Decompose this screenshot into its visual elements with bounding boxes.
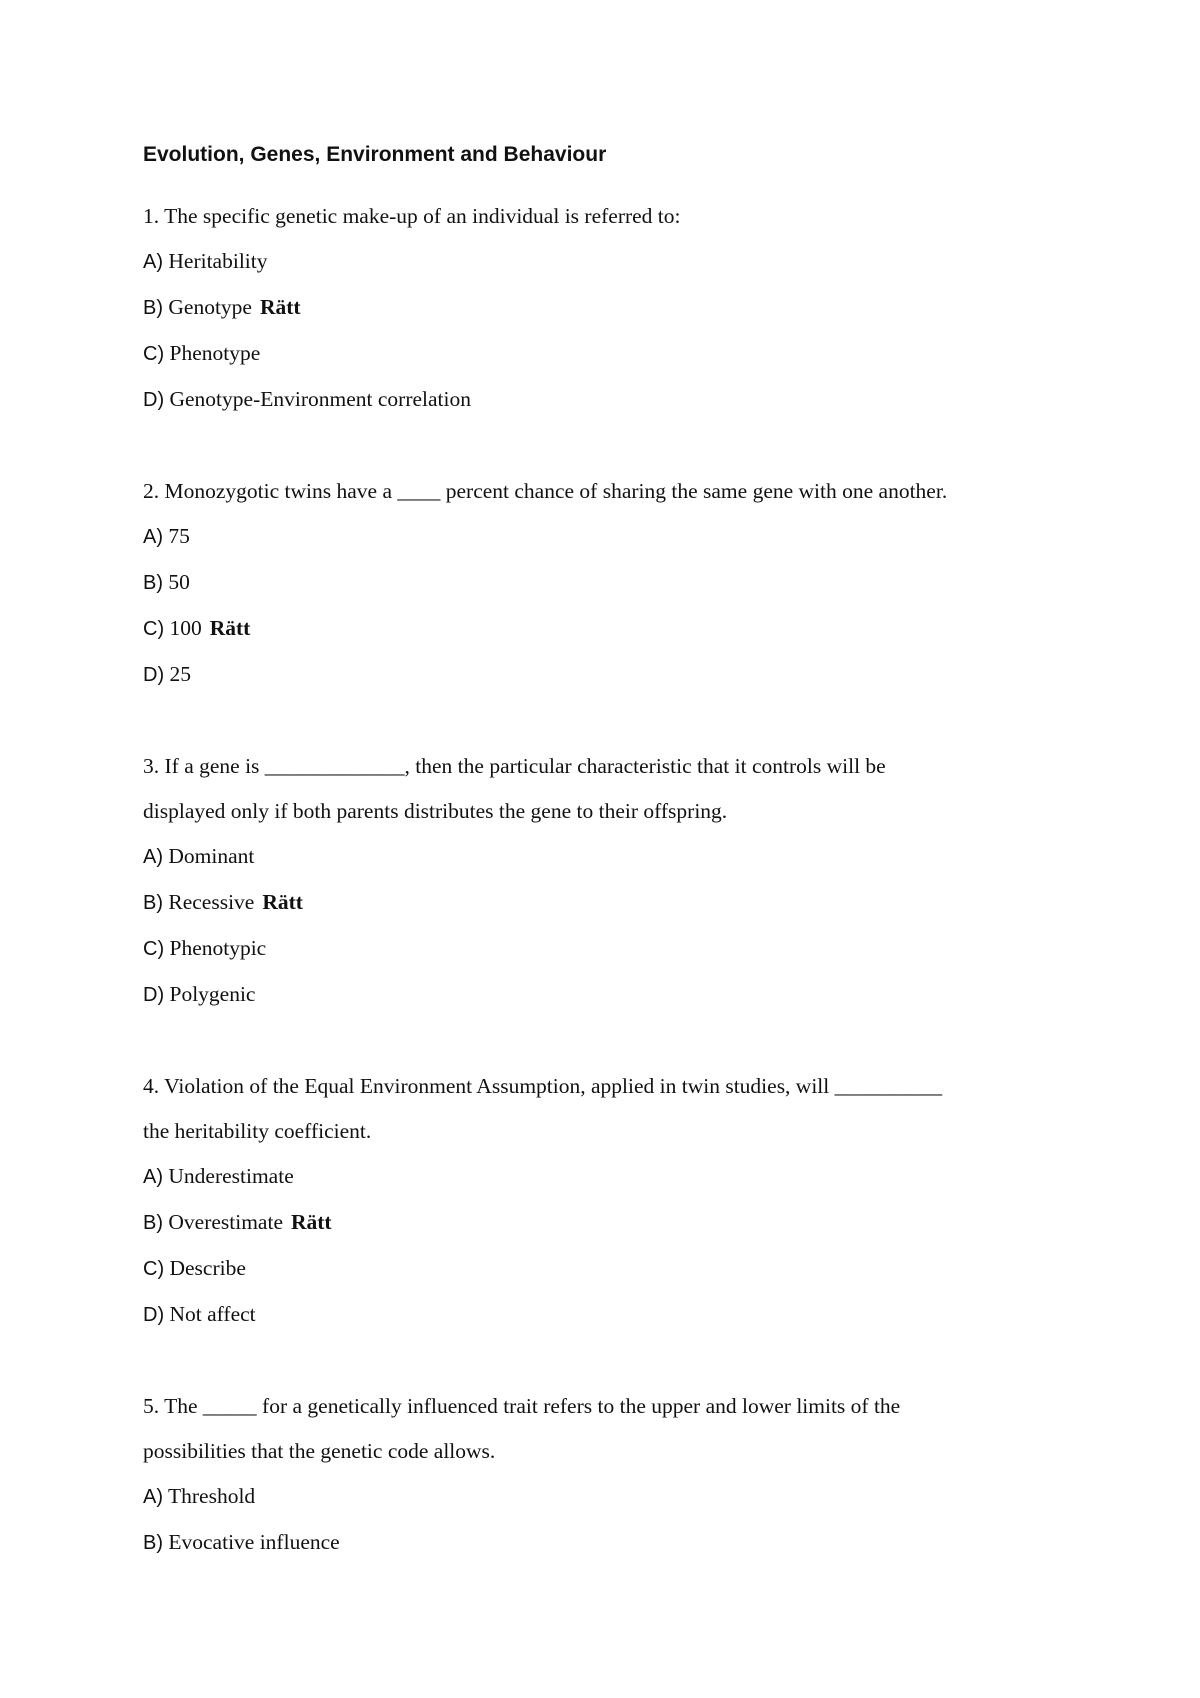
answer-option [143,1474,1063,1520]
option-text: Describe [169,1256,246,1280]
option-letter: D) [143,984,165,1006]
option-text: Not affect [169,1302,256,1326]
option-letter: A) [143,251,163,273]
question-2 [143,469,1063,698]
answer-option [143,926,1063,972]
option-letter: C) [143,618,165,640]
option-text: Dominant [168,844,255,868]
option-letter: A) [143,1166,163,1188]
question-text: the heritability coefficient. [143,1119,372,1143]
option-letter: A) [143,846,163,868]
option-text: Threshold [168,1484,256,1508]
option-letter: A) [143,1486,163,1508]
answer-option [143,1246,1063,1292]
option-text: Polygenic [169,982,256,1006]
option-letter: B) [143,572,163,594]
answer-option [143,652,1063,698]
option-text: Underestimate [168,1164,294,1188]
answer-option [143,239,1063,285]
question-text: 1. The specific genetic make-up of an individual is referred to: [143,204,681,228]
option-text: Heritability [168,249,268,273]
correct-answer-mark: Rätt [262,890,303,914]
option-text: 75 [168,524,190,548]
option-text: 50 [168,570,190,594]
answer-option [143,377,1063,423]
answer-option [143,514,1063,560]
answer-option [143,285,1063,331]
option-letter: D) [143,389,165,411]
option-text: 100 [169,616,202,640]
question-text: 3. If a gene is _____________, then the particular characteristic that it controls will be [143,754,886,778]
answer-option [143,834,1063,880]
document-title: Evolution, Genes, Environment and Behaviour [143,143,607,166]
question-text: 4. Violation of the Equal Environment Assumption, applied in twin studies, will __________ [143,1074,943,1098]
question-text: displayed only if both parents distributes the gene to their offspring. [143,799,728,823]
option-letter: B) [143,297,163,319]
option-letter: B) [143,892,163,914]
option-letter: C) [143,343,165,365]
correct-answer-mark: Rätt [291,1210,332,1234]
question-1 [143,194,1063,423]
option-letter: A) [143,526,163,548]
option-letter: C) [143,938,165,960]
option-text: 25 [169,662,191,686]
answer-option [143,1200,1063,1246]
answer-option [143,606,1063,652]
question-5 [143,1384,1063,1566]
document-page [143,140,1063,1612]
answer-option [143,880,1063,926]
answer-option [143,560,1063,606]
question-text: 2. Monozygotic twins have a ____ percent chance of sharing the same gene with one another. [143,479,948,503]
correct-answer-mark: Rätt [209,616,251,640]
option-text: Genotype-Environment correlation [169,387,471,411]
correct-answer-mark: Rätt [259,295,301,319]
question-text: possibilities that the genetic code allows. [143,1439,496,1463]
answer-option [143,972,1063,1018]
option-letter: B) [143,1212,163,1234]
option-text: Overestimate [168,1210,283,1234]
question-4 [143,1064,1063,1338]
option-letter: D) [143,1304,165,1326]
option-text: Evocative influence [168,1530,340,1554]
option-text: Phenotype [169,341,261,365]
answer-option [143,1520,1063,1566]
option-text: Phenotypic [169,936,267,960]
option-letter: C) [143,1258,165,1280]
answer-option [143,1292,1063,1338]
option-letter: B) [143,1532,163,1554]
question-3 [143,744,1063,1018]
option-letter: D) [143,664,165,686]
question-list [143,194,1063,1566]
answer-option [143,1154,1063,1200]
option-text: Genotype [168,295,252,319]
question-text: 5. The _____ for a genetically influenced trait refers to the upper and lower limits of the [143,1394,901,1418]
answer-option [143,331,1063,377]
option-text: Recessive [168,890,255,914]
